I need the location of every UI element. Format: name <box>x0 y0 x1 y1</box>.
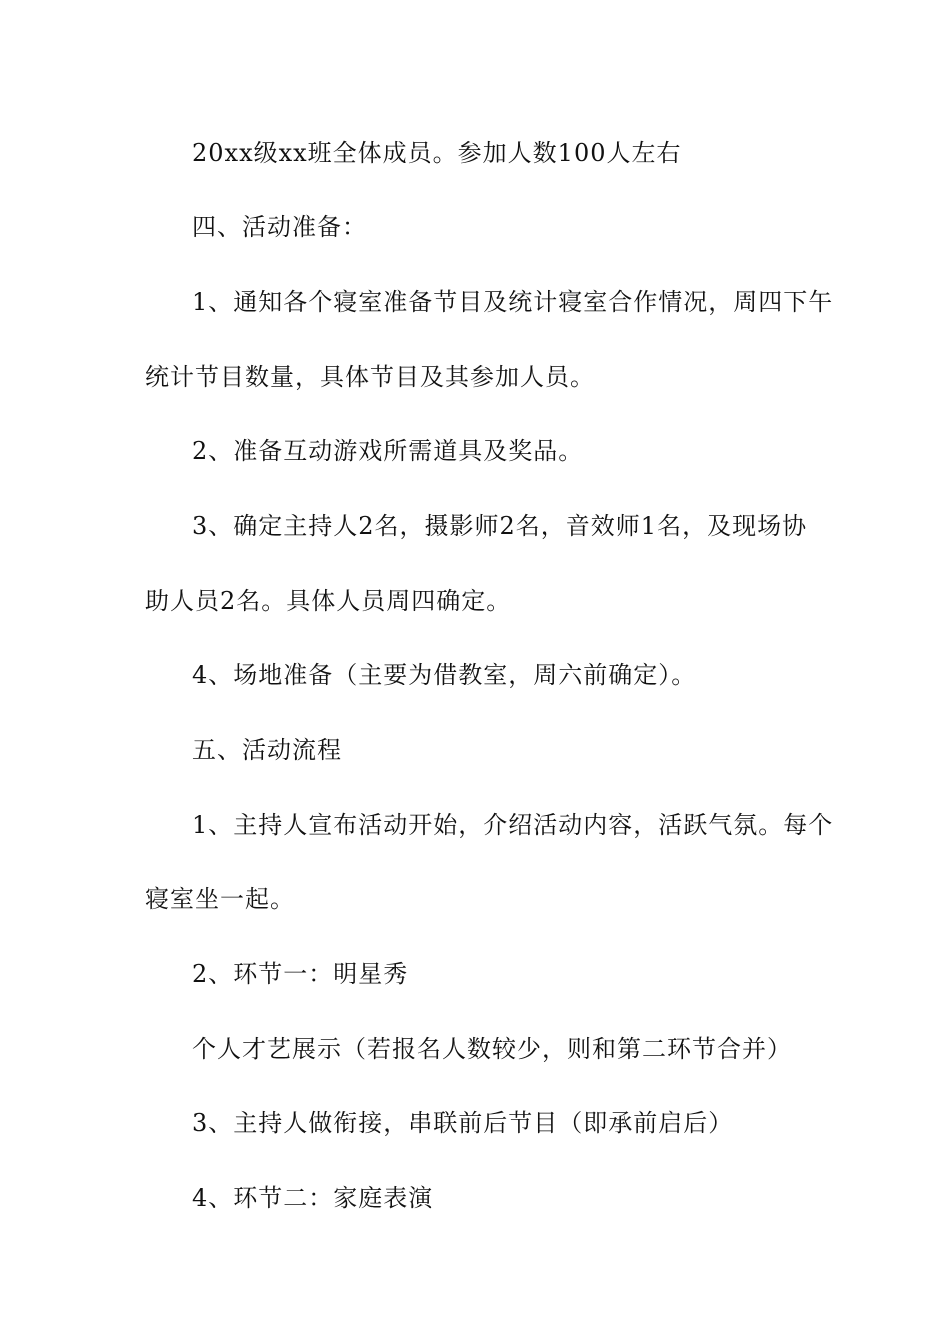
paragraph-process-1-line-1: 1、主持人宣布活动开始，介绍活动内容，活跃气氛。每个 <box>192 811 834 839</box>
paragraph-process-1-line-2: 寝室坐一起。 <box>145 885 295 913</box>
heading-preparation: 四、活动准备： <box>192 213 367 241</box>
paragraph-prep-4: 4、场地准备（主要为借教室，周六前确定）。 <box>192 661 697 689</box>
paragraph-prep-3-line-1: 3、确定主持人2名，摄影师2名，音效师1名，及现场协 <box>192 512 808 540</box>
paragraph-participants: 20xx级xx班全体成员。参加人数100人左右 <box>192 139 682 167</box>
paragraph-talent-show: 个人才艺展示（若报名人数较少，则和第二环节合并） <box>192 1035 792 1063</box>
paragraph-process-4: 4、环节二：家庭表演 <box>192 1184 434 1212</box>
paragraph-prep-3-line-2: 助人员2名。具体人员周四确定。 <box>145 587 512 615</box>
paragraph-prep-2: 2、准备互动游戏所需道具及奖品。 <box>192 437 584 465</box>
paragraph-process-3: 3、主持人做衔接，串联前后节目（即承前启后） <box>192 1109 734 1137</box>
paragraph-prep-1-line-2: 统计节目数量，具体节目及其参加人员。 <box>145 363 595 391</box>
paragraph-prep-1-line-1: 1、通知各个寝室准备节目及统计寝室合作情况，周四下午 <box>192 288 834 316</box>
paragraph-process-2: 2、环节一：明星秀 <box>192 960 409 988</box>
heading-process: 五、活动流程 <box>192 736 342 764</box>
